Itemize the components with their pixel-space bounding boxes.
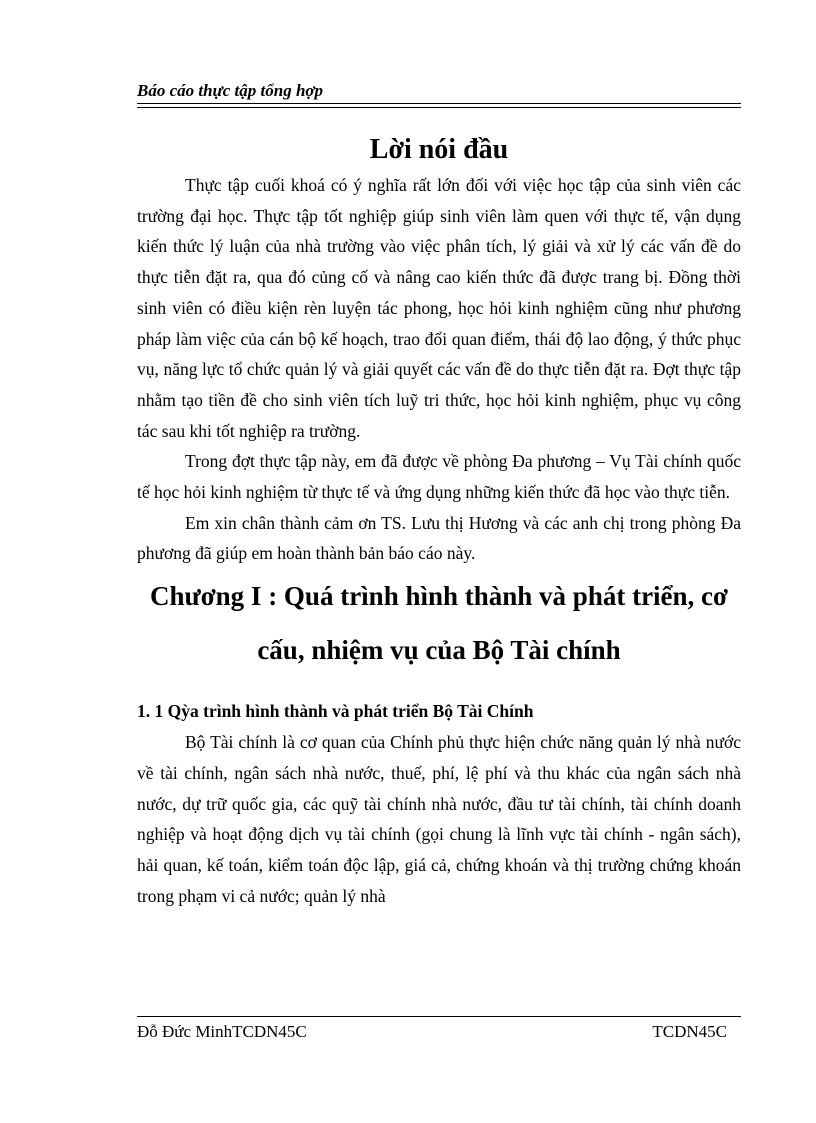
page-footer: [137, 1016, 741, 1043]
footer-author: Đỗ Đức MinhTCDN45C: [137, 1022, 307, 1041]
chapter-heading: Chương I : Quá trình hình thành và phát triển, cơ cấu, nhiệm vụ của Bộ Tài chính: [150, 581, 728, 666]
footer-rule: [137, 1016, 741, 1017]
header-rule-top: [137, 103, 741, 104]
section-heading: 1. 1 Qỳa trình hình thành và phát triển Bộ Tài Chính: [137, 701, 534, 722]
footer-row: [137, 1021, 741, 1043]
page-header: [137, 80, 741, 102]
header-rule-bottom: [137, 107, 741, 108]
footer-class-code: TCDN45C: [652, 1022, 727, 1041]
page-body: [137, 130, 741, 911]
intro-paragraph: Em xin chân thành cảm ơn TS. Lưu thị Hương và các anh chị trong phòng Đa phương đã giúp em hoàn thành bản báo cáo này.: [137, 512, 741, 564]
intro-paragraph: Trong đợt thực tập này, em đã được về phòng Đa phương – Vụ Tài chính quốc tế học hỏi kinh nghiệm từ thực tế và ứng dụng những kiến thức đã học vào thực tiễn.: [137, 451, 741, 503]
header-title: Báo cáo thực tập tổng hợp: [137, 81, 324, 100]
intro-paragraph: Thực tập cuối khoá có ý nghĩa rất lớn đối với việc học tập của sinh viên các trường đại học. Thực tập tốt nghiệp giúp sinh viên làm quen với thực tế, vận dụng kiến thức lý luận của nhà trường vào việc phân tích, lý giải và xử lý các vấn đề do thực tiễn đặt ra, qua đó củng cố và nâng cao kiến thức đã được trang bị. Đồng thời sinh viên có điều kiện rèn luyện tác phong, học hỏi kinh nghiệm cũng như phương pháp làm việc của cán bộ kế hoạch, trao đổi quan điểm, thái độ lao động, ý thức phục vụ, năng lực tổ chức quản lý và giải quyết các vấn đề do thực tiễn đặt ra. Đợt thực tập nhằm tạo tiền đề cho sinh viên tích luỹ tri thức, học hỏi kinh nghiệm, phục vụ công tác sau khi tốt nghiệp ra trường.: [137, 175, 741, 441]
section-paragraph: Bộ Tài chính là cơ quan của Chính phủ thực hiện chức năng quản lý nhà nước về tài chính, ngân sách nhà nước, thuế, phí, lệ phí và thu khác của ngân sách nhà nước, dự trữ quốc gia, các quỹ tài chính nhà nước, đầu tư tài chính, tài chính doanh nghiệp và hoạt động dịch vụ tài chính (gọi chung là lĩnh vực tài chính - ngân sách), hải quan, kế toán, kiểm toán độc lập, giá cả, chứng khoán và thị trường chứng khoán trong phạm vi cả nước; quản lý nhà: [137, 732, 741, 906]
page-title: Lời nói đầu: [369, 134, 509, 165]
